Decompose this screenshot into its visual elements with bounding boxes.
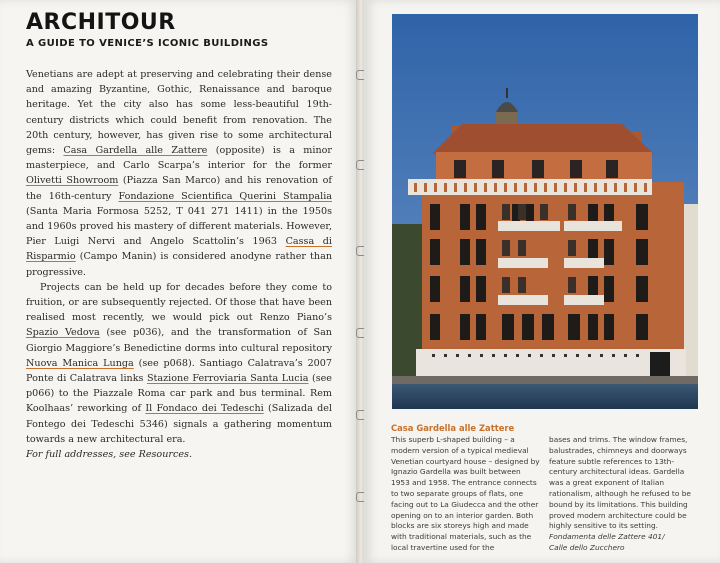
building-photo xyxy=(392,14,698,409)
place-link[interactable]: Nuova Manica Lunga xyxy=(26,357,134,369)
place-link[interactable]: Fondazione Scientifica Querini Stampalia xyxy=(118,190,332,202)
paragraph-text: (Salizada del Fontego dei Tedeschi 5346) signals a gathering momentum towards a new architectural era. xyxy=(26,403,332,445)
resources-note: For full addresses, see Resources. xyxy=(26,449,192,461)
article-paragraph xyxy=(26,67,332,280)
quay xyxy=(392,376,698,384)
paragraph-text: (Piazza San Marco) and his renovation of the 16th-century xyxy=(26,175,332,202)
address-line: Fondamenta delle Zattere 401/ xyxy=(549,532,665,542)
article-paragraph xyxy=(26,280,332,447)
place-link[interactable]: Stazione Ferroviaria Santa Lucia xyxy=(146,373,309,385)
paragraph-text: Venetians are adept at preserving and celebrating their dense and amazing Byzantine, Gothic, Renaissance and baroque heritage. Yet the city also has some less-beautiful 19th-century districts which could benefit from renovation. The 20th century, however, has given rise to some architectural gems: xyxy=(26,69,332,157)
paragraph-text: (see p066) to the Piazzale Roma car park and bus terminal. Rem Koolhaas’ reworking of xyxy=(26,373,332,415)
caption-title: Casa Gardella alle Zattere xyxy=(391,423,515,433)
caption-column-left xyxy=(391,435,541,554)
place-link[interactable]: Olivetti Showroom xyxy=(26,175,119,187)
place-link[interactable]: Spazio Vedova xyxy=(26,327,100,339)
roof xyxy=(432,124,654,154)
page-title: ARCHITOUR xyxy=(26,10,176,35)
paragraph-text: Projects can be held up for decades before they come to fruition, or are subsequently rejected. Of those that have been realised most recently, we would pick out Renzo Piano’s xyxy=(26,281,332,324)
page-subtitle: A GUIDE TO VENICE’S ICONIC BUILDINGS xyxy=(26,38,269,49)
paragraph-text: (see p068). Santiago Calatrava’s 2007 Ponte di Calatrava links xyxy=(26,357,332,385)
paragraph-text: (Santa Maria Formosa 5252, T 041 271 1411) in the 1950s and 1960s proved his mastery of different materials. However, Pier Luigi Nervi and Angelo Scattolin’s 1963 xyxy=(26,205,332,248)
left-page xyxy=(0,0,358,563)
canal-water xyxy=(392,384,698,409)
paragraph-text: (opposite) is a minor masterpiece, and Carlo Scarpa’s interior for the former xyxy=(26,145,332,172)
travertine-base xyxy=(416,349,686,377)
address-line: Calle dello Zucchero xyxy=(549,542,625,552)
caption-text: This superb L-shaped building – a modern version of a typical medieval Venetian courtyard house – designed by Ignazio Gardella was built between 1953 and 1958. The entrance connects to two separate groups of flats, one facing out to La Giudecca and the other opening on to an interior garden. Both blocks are six storeys high and made with traditional materials, such as the local travertine used for the xyxy=(391,435,540,552)
caption-column-right xyxy=(549,435,699,554)
place-link[interactable]: Cassa di Risparmio xyxy=(26,236,332,263)
paragraph-text: (see p036), and the transformation of San Giorgio Maggiore’s Benedictine dorms into cultural repository xyxy=(26,327,332,354)
paragraph-text: (Campo Manin) is considered anodyne rather than progressive. xyxy=(26,251,332,278)
article-body xyxy=(26,67,332,462)
place-link[interactable]: Casa Gardella alle Zattere xyxy=(63,145,208,157)
entrance-door xyxy=(650,352,670,377)
caption xyxy=(391,435,699,554)
casa-gardella-photo xyxy=(392,14,698,409)
caption-text: bases and trims. The window frames, balustrades, chimneys and doorways feature subtle references to 13th-century architectural ideas. Gardella was a great exponent of Italian rationalism, although he refused to be bound by its limitations. This building proved modern architecture could be highly sensitive to its setting. xyxy=(549,435,691,531)
place-link[interactable]: Il Fondaco dei Tedeschi xyxy=(145,403,264,415)
